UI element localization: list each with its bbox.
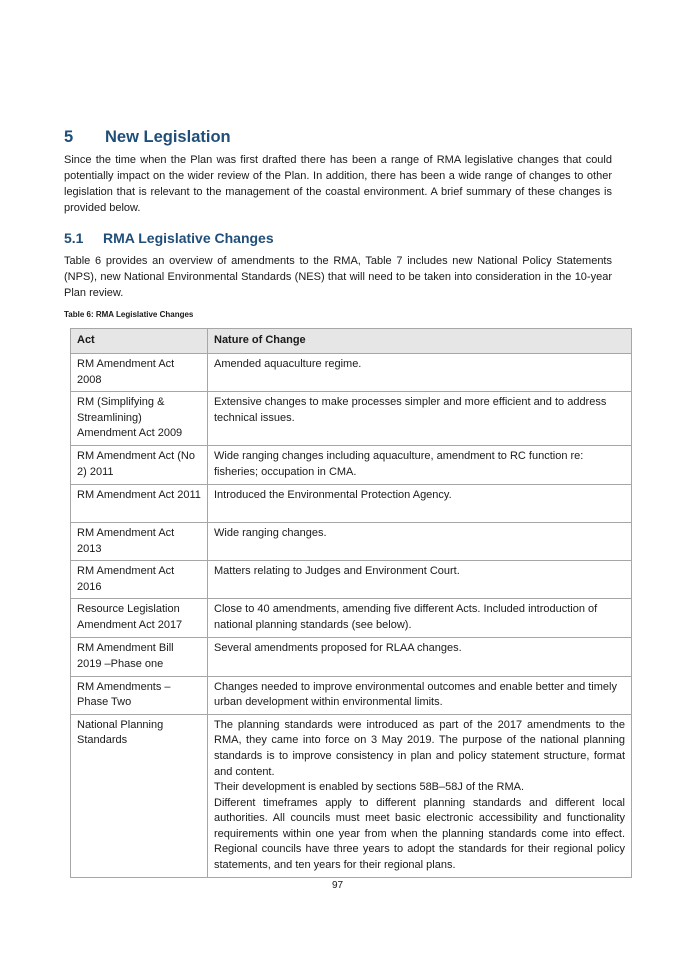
change-cell: Changes needed to improve environmental outcomes and enable better and timely urban development within environmental limits. [208, 676, 632, 714]
act-cell: RM Amendment Act 2016 [71, 561, 208, 599]
page-number: 97 [331, 880, 344, 891]
change-cell: Matters relating to Judges and Environment Court. [208, 561, 632, 599]
table-row [71, 484, 632, 522]
table-row [71, 676, 632, 714]
act-cell: RM (Simplifying & Streamlining) Amendment Act 2009 [71, 392, 208, 446]
change-cell: Wide ranging changes including aquaculture, amendment to RC function re: fisheries; occupation in CMA. [208, 445, 632, 484]
table-row [71, 445, 632, 484]
header-act: Act [71, 329, 208, 354]
table-row [71, 599, 632, 638]
subsection-number: 5.1 [64, 230, 84, 246]
act-cell: RM Amendment Act (No 2) 2011 [71, 445, 208, 484]
act-cell: National Planning Standards [71, 714, 208, 877]
act-cell: RM Amendment Act 2008 [71, 354, 208, 392]
table-row [71, 522, 632, 560]
table-header-row [71, 329, 632, 354]
act-cell: RM Amendment Bill 2019 –Phase one [71, 638, 208, 676]
change-paragraph: Their development is enabled by sections 58B–58J of the RMA. [214, 781, 525, 794]
table-row [71, 561, 632, 599]
section-heading [64, 128, 624, 147]
act-cell: RM Amendments – Phase Two [71, 676, 208, 714]
change-cell [208, 714, 632, 877]
change-cell: Amended aquaculture regime. [208, 354, 632, 392]
subsection-intro: Table 6 provides an overview of amendments to the RMA, Table 7 includes new National Policy Statements (NPS), new National Environmental Standards (NES) that will need to be taken into consideration in the 10-year Plan review. [64, 255, 612, 299]
change-cell: Wide ranging changes. [208, 522, 632, 560]
act-cell: Resource Legislation Amendment Act 2017 [71, 599, 208, 638]
section-intro: Since the time when the Plan was first drafted there has been a range of RMA legislative changes that could potentially impact on the wider review of the Plan. In addition, there has been a wide range of changes to other legislation that is relevant to the management of the coastal environment. A brief summary of these changes is provided below. [64, 154, 612, 214]
change-paragraph: The planning standards were introduced as part of the 2017 amendments to the RMA, they came into force on 3 May 2019. The purpose of the national planning standards is to improve consistency in plan and policy statement structure, format and content. [214, 718, 625, 778]
section-number: 5 [64, 128, 74, 146]
rma-changes-table [70, 328, 632, 878]
header-nature-of-change: Nature of Change [208, 329, 632, 354]
table-caption: Table 6: RMA Legislative Changes [64, 310, 194, 319]
table-row [71, 638, 632, 676]
act-cell: RM Amendment Act 2011 [71, 484, 208, 522]
section-title: New Legislation [105, 128, 231, 146]
change-cell: Extensive changes to make processes simpler and more efficient and to address technical issues. [208, 392, 632, 446]
act-cell: RM Amendment Act 2013 [71, 522, 208, 560]
subsection-heading [64, 230, 624, 246]
change-cell: Introduced the Environmental Protection Agency. [208, 484, 632, 522]
change-paragraph: Different timeframes apply to different planning standards and different local authorities. All councils must meet basic electronic accessibility and functionality requirements within one year from when the planning standards come into effect. Regional councils have three years to adopt the standards for their regional policy statements, and ten years for their regional plans. [214, 796, 625, 872]
change-cell: Close to 40 amendments, amending five different Acts. Included introduction of national planning standards (see below). [208, 599, 632, 638]
table-row [71, 354, 632, 392]
table-row [71, 714, 632, 877]
subsection-title: RMA Legislative Changes [103, 230, 274, 246]
table-row [71, 392, 632, 446]
change-cell: Several amendments proposed for RLAA changes. [208, 638, 632, 676]
